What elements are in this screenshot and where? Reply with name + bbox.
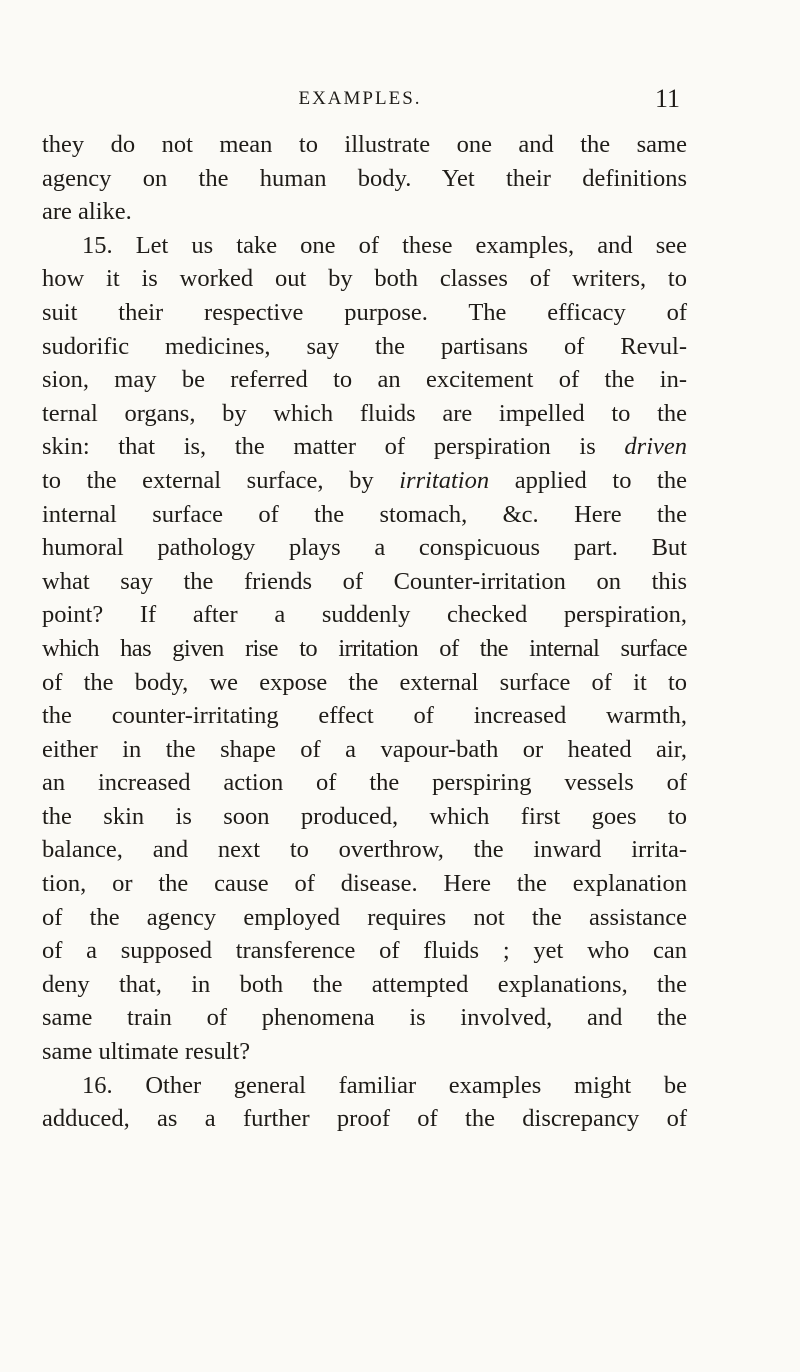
text-line: the skin is soon produced, which first goes to [42,802,687,830]
text-line: are alike. [42,198,132,226]
running-head [40,84,680,118]
body-text [42,128,687,1136]
text-line: humoral pathology plays a conspicuous part. But [42,534,687,562]
text-line: ternal organs, by which fluids are impelled to the [42,399,687,427]
text-line: tion, or the cause of disease. Here the explanation [42,870,687,898]
text-line [42,464,687,498]
text-line: the counter-irritating effect of increased warmth, [42,702,687,730]
text-line: point? If after a suddenly checked perspiration, [42,601,687,629]
text-line: adduced, as a further proof of the discrepancy of [42,1105,687,1133]
text-line: of the agency employed requires not the assistance [42,903,687,931]
text-line: of the body, we expose the external surface of it to [42,668,687,696]
text-line: sion, may be referred to an excitement of the in- [42,366,687,394]
text-line: suit their respective purpose. The efficacy of [42,298,687,326]
text-line: same ultimate result? [42,1038,251,1066]
text-line: deny that, in both the attempted explanations, the [42,970,687,998]
text-line [42,430,687,464]
text-line: what say the friends of Counter-irritation on this [42,567,687,595]
text-line: either in the shape of a vapour-bath or heated air, [42,735,687,763]
running-title: EXAMPLES. [298,88,422,109]
text-line: same train of phenomena is involved, and the [42,1004,687,1032]
text-line: which has given rise to irritation of the internal surface [42,634,687,662]
text-line: an increased action of the perspiring vessels of [42,769,687,797]
paragraph-16-start: 16. Other general familiar examples might be [82,1071,687,1099]
text-line: sudorific medicines, say the partisans of Revul- [42,332,687,360]
page-number: 11 [654,84,680,113]
text-line: how it is worked out by both classes of writers, to [42,265,687,293]
text-line: balance, and next to overthrow, the inward irrita- [42,836,687,864]
text-line: they do not mean to illustrate one and the same [42,131,687,158]
paragraph-15-start: 15. Let us take one of these examples, and see [82,231,687,259]
italic-word: irritation [399,466,490,494]
italic-word: driven [624,433,687,461]
text-segment: applied to the [489,466,687,494]
text-line: of a supposed transference of fluids ; yet who can [42,937,687,965]
text-segment: skin: that is, the matter of perspiration is [42,433,625,461]
text-line: internal surface of the stomach, &c. Here the [42,500,687,528]
text-line: agency on the human body. Yet their definitions [42,164,687,192]
text-segment: to the external surface, by [42,466,400,494]
